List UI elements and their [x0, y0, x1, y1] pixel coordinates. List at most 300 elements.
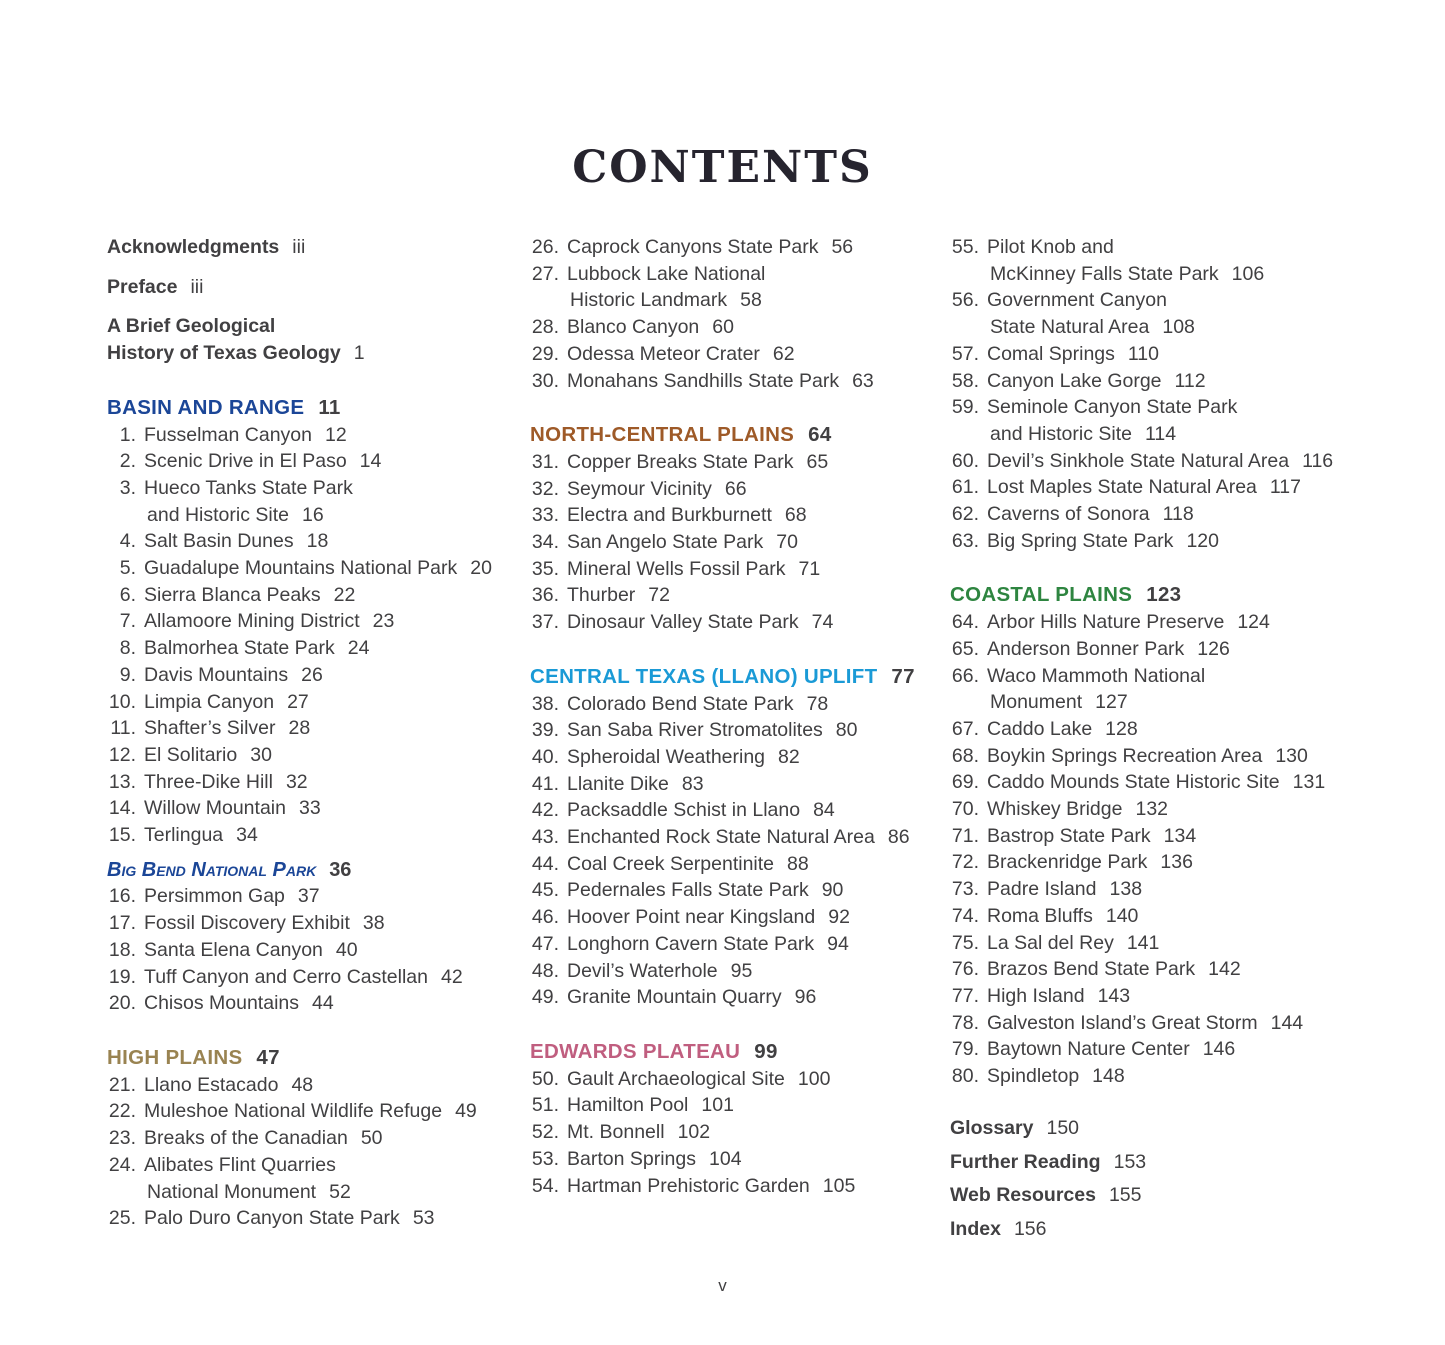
entry-label: A Brief Geological	[107, 315, 276, 338]
toc-item	[530, 556, 950, 583]
item-line	[987, 341, 1159, 368]
toc-item	[950, 1036, 1390, 1063]
item-number: 74.	[951, 904, 979, 927]
item-line	[567, 958, 752, 985]
item-line	[567, 1066, 830, 1093]
item-number: 16.	[108, 885, 136, 908]
item-page-number: 48	[291, 1073, 314, 1096]
toc-item	[530, 582, 950, 609]
section-heading	[107, 395, 530, 422]
section-heading	[530, 664, 950, 691]
entry-page-number: 150	[1046, 1116, 1080, 1139]
toc-item	[950, 849, 1390, 876]
item-label: Limpia Canyon	[144, 690, 275, 713]
toc-item	[530, 1066, 950, 1093]
item-label: Caverns of Sonora	[987, 503, 1150, 526]
item-body	[144, 528, 328, 555]
item-body	[987, 474, 1301, 501]
toc-item	[950, 663, 1390, 716]
backmatter-entry	[950, 1149, 1390, 1176]
item-body	[144, 1152, 351, 1205]
item-label: Seymour Vicinity	[567, 477, 712, 500]
item-label: Terlingua	[144, 824, 224, 847]
item-line	[987, 876, 1142, 903]
toc-item	[107, 448, 530, 475]
item-page-number: 148	[1092, 1065, 1125, 1088]
item-label: Caddo Lake	[987, 717, 1093, 740]
entry-page-number: 155	[1108, 1184, 1142, 1207]
item-label: Monahans Sandhills State Park	[567, 369, 840, 392]
entry-label: Acknowledgments	[107, 236, 280, 258]
section-heading	[530, 1039, 950, 1066]
item-label: Barton Springs	[567, 1147, 696, 1170]
section-label: EDWARDS PLATEAU	[530, 1039, 741, 1063]
item-page-number: 23	[372, 610, 395, 633]
item-label: Fossil Discovery Exhibit	[144, 912, 350, 935]
item-line	[987, 796, 1168, 823]
section-heading	[530, 422, 950, 449]
toc-item	[950, 528, 1390, 555]
item-body	[987, 849, 1193, 876]
item-number: 17.	[108, 912, 136, 935]
item-label: National Monument	[147, 1180, 317, 1203]
item-number: 23.	[108, 1127, 136, 1150]
item-body	[567, 1066, 830, 1093]
item-body	[144, 635, 369, 662]
item-number: 64.	[951, 611, 979, 634]
section-page-number: 123	[1146, 583, 1182, 607]
item-line	[567, 797, 835, 824]
item-line	[144, 1205, 435, 1232]
item-label: Government Canyon	[987, 289, 1167, 312]
item-body	[987, 1063, 1125, 1090]
item-page-number: 96	[794, 986, 817, 1009]
item-label: Seminole Canyon State Park	[987, 396, 1238, 419]
item-label: Blanco Canyon	[567, 316, 700, 339]
toc-item	[950, 903, 1390, 930]
item-line	[144, 528, 328, 555]
item-number: 19.	[108, 965, 136, 988]
frontmatter-entry	[107, 234, 530, 261]
item-body	[144, 475, 353, 528]
item-page-number: 60	[712, 316, 734, 339]
item-body	[567, 1173, 855, 1200]
item-label: Coal Creek Serpentinite	[567, 852, 775, 875]
item-number: 2.	[119, 450, 136, 473]
item-line	[987, 849, 1193, 876]
item-body	[144, 689, 309, 716]
item-number: 61.	[951, 476, 979, 499]
item-body	[987, 636, 1230, 663]
item-label: La Sal del Rey	[987, 931, 1114, 954]
entry-line	[950, 1216, 1390, 1243]
item-line	[987, 421, 1237, 448]
item-page-number: 108	[1162, 316, 1195, 339]
item-number: 48.	[531, 959, 559, 982]
item-page-number: 120	[1186, 529, 1219, 552]
item-number: 30.	[531, 369, 559, 392]
toc-item	[530, 502, 950, 529]
item-number: 71.	[951, 824, 979, 847]
entry-page-number: iii	[292, 236, 306, 258]
item-label: Willow Mountain	[144, 797, 286, 820]
item-body	[144, 742, 272, 769]
item-line	[987, 528, 1219, 555]
item-label: Mineral Wells Fossil Park	[567, 557, 786, 580]
item-label: Guadalupe Mountains National Park	[144, 557, 458, 580]
item-line	[567, 744, 800, 771]
item-number: 38.	[531, 692, 559, 715]
item-label: Galveston Island’s Great Storm	[987, 1011, 1258, 1034]
toc-item	[107, 910, 530, 937]
item-page-number: 38	[362, 912, 385, 935]
item-body	[567, 797, 835, 824]
item-label: Fusselman Canyon	[144, 423, 312, 446]
item-page-number: 128	[1105, 717, 1138, 740]
item-label: Brazos Bend State Park	[987, 958, 1196, 981]
item-page-number: 62	[772, 342, 795, 365]
item-line	[987, 636, 1230, 663]
toc-item	[530, 717, 950, 744]
item-page-number: 40	[335, 938, 358, 961]
item-body	[144, 822, 258, 849]
item-number: 18.	[108, 938, 136, 961]
item-label: Caprock Canyons State Park	[567, 236, 819, 258]
item-page-number: 114	[1144, 422, 1177, 445]
item-page-number: 131	[1292, 771, 1326, 794]
toc-item	[950, 368, 1390, 395]
entry-label: Preface	[107, 275, 178, 298]
toc-item	[950, 636, 1390, 663]
item-body	[567, 717, 858, 744]
entry-page-number: iii	[190, 275, 204, 298]
item-line	[144, 964, 463, 991]
item-line	[987, 743, 1308, 770]
item-line	[987, 956, 1241, 983]
item-body	[567, 314, 734, 341]
item-page-number: 30	[250, 743, 272, 766]
item-body	[567, 931, 849, 958]
section-label: COASTAL PLAINS	[950, 583, 1133, 607]
item-line	[144, 937, 358, 964]
item-line	[567, 582, 670, 609]
item-number: 11.	[110, 717, 136, 740]
item-body	[987, 448, 1333, 475]
toc-item	[107, 964, 530, 991]
item-body	[987, 796, 1168, 823]
toc-item	[530, 1092, 950, 1119]
item-body	[987, 341, 1159, 368]
toc-item	[530, 314, 950, 341]
item-number: 3.	[119, 476, 136, 499]
item-line	[987, 983, 1130, 1010]
item-line	[567, 287, 765, 314]
item-label: Tuff Canyon and Cerro Castellan	[144, 965, 428, 988]
item-page-number: 28	[288, 717, 311, 740]
item-page-number: 105	[822, 1174, 856, 1197]
item-page-number: 34	[236, 824, 258, 847]
item-label: Brackenridge Park	[987, 851, 1148, 874]
item-label: Odessa Meteor Crater	[567, 342, 760, 365]
item-page-number: 118	[1162, 503, 1194, 526]
entry-line	[107, 274, 530, 301]
item-number: 75.	[951, 931, 979, 954]
item-body	[144, 795, 321, 822]
item-page-number: 143	[1097, 984, 1131, 1007]
toc-item	[107, 990, 530, 1017]
item-label: Gault Archaeological Site	[567, 1067, 785, 1090]
toc-item	[107, 555, 530, 582]
toc-item	[530, 1146, 950, 1173]
item-body	[144, 1098, 477, 1125]
item-number: 62.	[951, 503, 979, 526]
item-label: Roma Bluffs	[987, 904, 1093, 927]
entry-label: History of Texas Geology	[107, 342, 341, 365]
item-number: 63.	[951, 529, 979, 552]
item-body	[987, 501, 1194, 528]
toc-item	[530, 341, 950, 368]
item-label: Alibates Flint Quarries	[144, 1153, 336, 1176]
toc-item	[950, 956, 1390, 983]
item-page-number: 106	[1231, 262, 1265, 285]
item-number: 13.	[108, 770, 136, 793]
item-line	[987, 234, 1264, 261]
item-label: McKinney Falls State Park	[990, 262, 1219, 285]
toc-item	[950, 716, 1390, 743]
item-number: 60.	[951, 449, 979, 472]
item-label: Anderson Bonner Park	[987, 637, 1185, 660]
frontmatter-entry	[107, 313, 530, 366]
item-body	[144, 422, 347, 449]
item-page-number: 32	[285, 770, 308, 793]
toc-column-1	[107, 234, 530, 1243]
item-number: 67.	[951, 717, 979, 740]
item-line	[987, 368, 1206, 395]
item-page-number: 58	[740, 289, 762, 312]
entry-page-number: 153	[1113, 1150, 1147, 1173]
toc-column-3	[950, 234, 1390, 1243]
item-label: Whiskey Bridge	[987, 798, 1123, 821]
item-label: Allamoore Mining District	[144, 610, 360, 633]
entry-line	[107, 234, 530, 261]
toc-item	[107, 1205, 530, 1232]
toc-item	[530, 691, 950, 718]
item-number: 77.	[951, 984, 979, 1007]
item-line	[567, 234, 853, 261]
item-label: San Saba River Stromatolites	[567, 719, 823, 742]
toc-item	[950, 394, 1390, 447]
item-body	[567, 744, 800, 771]
item-page-number: 110	[1127, 342, 1159, 365]
item-line	[144, 582, 355, 609]
item-page-number: 26	[301, 663, 323, 686]
item-body	[144, 448, 381, 475]
item-label: Palo Duro Canyon State Park	[144, 1207, 400, 1230]
toc-item	[530, 984, 950, 1011]
item-line	[144, 689, 309, 716]
item-label: Hamilton Pool	[567, 1094, 689, 1117]
item-label: Hoover Point near Kingsland	[567, 906, 816, 929]
item-page-number: 66	[724, 477, 747, 500]
entry-page-number: 1	[353, 342, 365, 365]
item-label: and Historic Site	[147, 503, 289, 526]
frontmatter-entry	[107, 274, 530, 301]
section-label: HIGH PLAINS	[107, 1045, 243, 1069]
item-body	[144, 910, 385, 937]
item-line	[144, 769, 308, 796]
toc-item	[107, 742, 530, 769]
item-number: 14.	[108, 797, 136, 820]
item-page-number: 82	[778, 745, 800, 768]
item-line	[987, 394, 1237, 421]
item-label: Hartman Prehistoric Garden	[567, 1174, 810, 1197]
item-number: 59.	[951, 396, 979, 419]
item-line	[144, 448, 381, 475]
item-number: 20.	[108, 992, 136, 1015]
item-page-number: 22	[333, 583, 356, 606]
item-label: Persimmon Gap	[144, 885, 285, 908]
toc-item	[530, 609, 950, 636]
toc-item	[530, 1119, 950, 1146]
item-page-number: 102	[677, 1121, 711, 1144]
item-label: Pilot Knob and	[987, 236, 1114, 258]
backmatter-entry	[950, 1216, 1390, 1243]
item-page-number: 72	[648, 584, 670, 607]
item-number: 32.	[531, 477, 559, 500]
entry-label: Web Resources	[950, 1184, 1096, 1207]
item-line	[987, 930, 1159, 957]
item-label: Historic Landmark	[570, 289, 728, 312]
item-body	[567, 851, 809, 878]
item-body	[144, 937, 358, 964]
item-number: 39.	[531, 719, 559, 742]
toc-item	[107, 582, 530, 609]
item-page-number: 104	[709, 1147, 742, 1170]
item-body	[567, 824, 910, 851]
item-page-number: 141	[1126, 931, 1160, 954]
item-line	[144, 475, 353, 502]
item-label: Thurber	[567, 584, 636, 607]
item-line	[567, 609, 833, 636]
entry-line	[950, 1182, 1390, 1209]
item-number: 78.	[951, 1011, 979, 1034]
toc-item	[107, 528, 530, 555]
item-number: 40.	[531, 745, 559, 768]
item-body	[567, 1119, 710, 1146]
section-label: BASIN AND RANGE	[107, 395, 305, 419]
item-page-number: 65	[806, 450, 829, 473]
item-body	[567, 261, 765, 314]
item-body	[987, 234, 1264, 287]
toc-item	[107, 1152, 530, 1205]
item-body	[144, 1125, 383, 1152]
item-number: 37.	[531, 611, 559, 634]
item-page-number: 70	[776, 531, 798, 554]
item-page-number: 16	[301, 503, 324, 526]
item-line	[567, 449, 828, 476]
item-body	[144, 662, 323, 689]
item-line	[987, 716, 1138, 743]
item-page-number: 44	[312, 992, 334, 1015]
item-line	[567, 851, 809, 878]
item-line	[567, 1092, 734, 1119]
item-line	[567, 771, 704, 798]
item-page-number: 12	[325, 423, 347, 446]
item-number: 27.	[531, 262, 559, 285]
item-number: 8.	[119, 637, 136, 660]
item-body	[567, 368, 874, 395]
item-label: Three-Dike Hill	[144, 770, 273, 793]
item-body	[567, 609, 833, 636]
item-page-number: 84	[813, 799, 835, 822]
item-line	[567, 341, 795, 368]
item-page-number: 50	[360, 1127, 383, 1150]
item-page-number: 117	[1269, 476, 1301, 499]
item-body	[567, 1146, 742, 1173]
section-page-number: 64	[808, 423, 832, 447]
item-page-number: 52	[329, 1180, 351, 1203]
item-number: 80.	[951, 1065, 979, 1088]
toc-item	[950, 1063, 1390, 1090]
item-number: 28.	[531, 316, 559, 339]
item-line	[144, 910, 385, 937]
item-body	[567, 556, 820, 583]
item-page-number: 24	[347, 637, 370, 660]
item-line	[144, 608, 394, 635]
item-label: Davis Mountains	[144, 663, 289, 686]
item-label: and Historic Site	[990, 422, 1132, 445]
item-page-number: 142	[1208, 958, 1241, 981]
item-body	[144, 964, 463, 991]
toc-item	[950, 474, 1390, 501]
item-page-number: 27	[287, 690, 309, 713]
item-label: Padre Island	[987, 878, 1097, 901]
item-line	[144, 742, 272, 769]
item-page-number: 88	[787, 852, 809, 875]
item-line	[567, 368, 874, 395]
item-line	[567, 476, 747, 503]
item-number: 36.	[531, 584, 559, 607]
item-page-number: 20	[470, 557, 492, 580]
item-label: Copper Breaks State Park	[567, 450, 794, 473]
item-label: Shafter’s Silver	[144, 717, 276, 740]
item-body	[144, 555, 492, 582]
item-number: 70.	[951, 798, 979, 821]
toc-item	[950, 501, 1390, 528]
toc-item	[950, 234, 1390, 287]
entry-page-number: 156	[1013, 1217, 1047, 1240]
toc-item	[530, 824, 950, 851]
item-body	[987, 956, 1241, 983]
item-page-number: 33	[298, 797, 321, 820]
item-body	[567, 449, 828, 476]
item-page-number: 140	[1105, 904, 1139, 927]
item-number: 57.	[951, 342, 979, 365]
item-body	[144, 990, 334, 1017]
item-label: Muleshoe National Wildlife Refuge	[144, 1100, 443, 1123]
item-number: 33.	[531, 504, 559, 527]
toc-item	[950, 796, 1390, 823]
section-page-number: 99	[754, 1039, 778, 1063]
item-number: 53.	[531, 1147, 559, 1170]
toc-item	[530, 476, 950, 503]
item-label: Salt Basin Dunes	[144, 530, 294, 553]
item-number: 50.	[531, 1067, 559, 1090]
item-label: Dinosaur Valley State Park	[567, 611, 799, 634]
item-line	[567, 261, 765, 288]
backmatter-entry	[950, 1182, 1390, 1209]
item-page-number: 146	[1202, 1038, 1236, 1061]
